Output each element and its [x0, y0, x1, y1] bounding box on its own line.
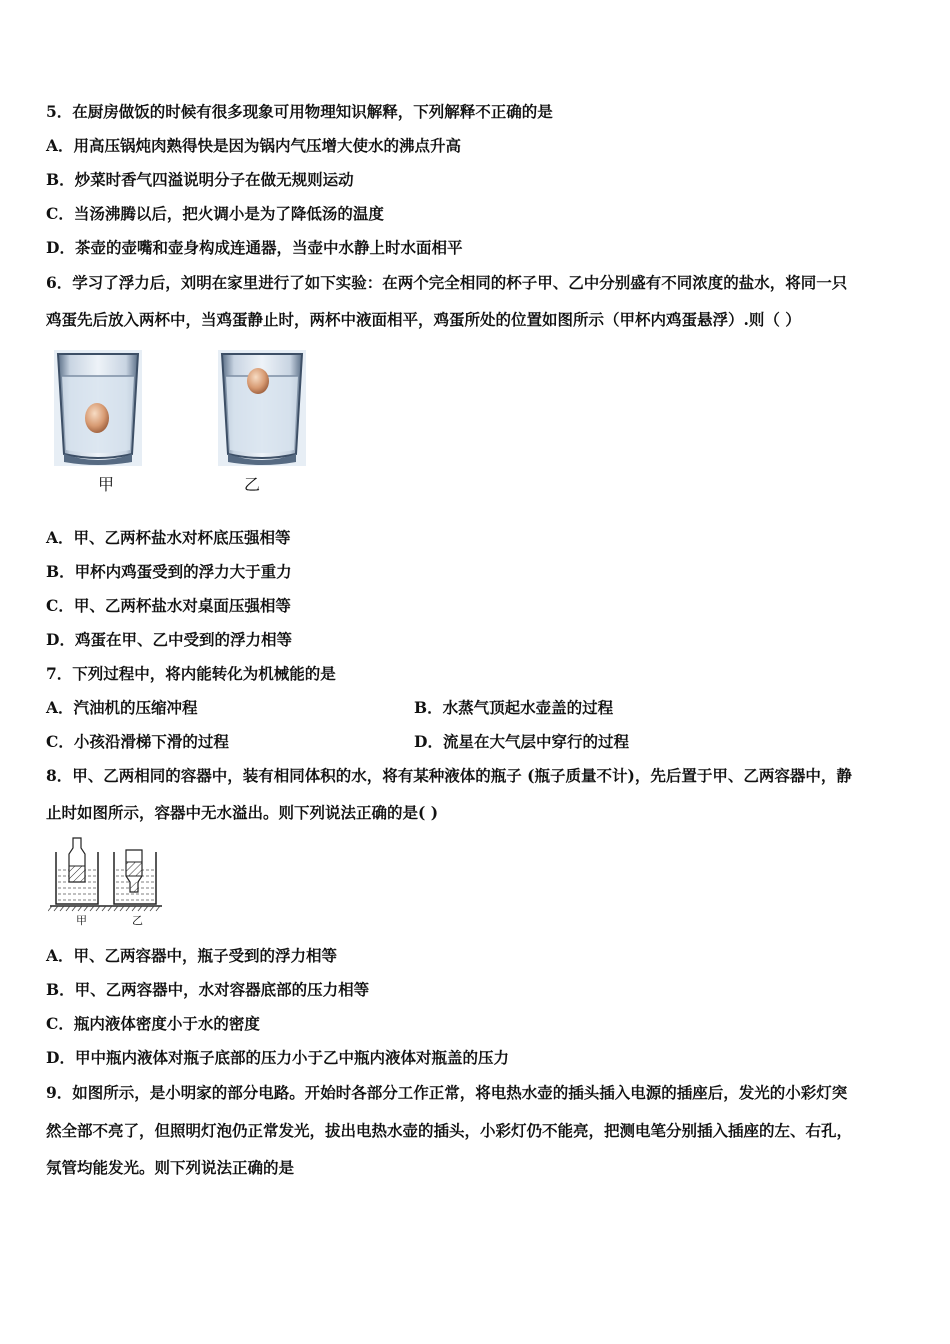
q5-option-d: D．茶壶的壶嘴和壶身构成连通器，当壶中水静上时水面相平	[46, 238, 463, 257]
q5-option-c: C．当汤沸腾以后，把火调小是为了降低汤的温度	[46, 204, 384, 223]
q8-option-b: B．甲、乙两容器中，水对容器底部的压力相等	[46, 980, 370, 999]
q8-option-c: C．瓶内液体密度小于水的密度	[46, 1014, 260, 1033]
q8-label-yi: 乙	[132, 914, 143, 927]
q6-option-a: A．甲、乙两杯盐水对杯底压强相等	[46, 528, 291, 547]
q8-option-a: A．甲、乙两容器中，瓶子受到的浮力相等	[46, 946, 338, 965]
q6-stem-line2: 鸡蛋先后放入两杯中，当鸡蛋静止时，两杯中液面相平，鸡蛋所处的位置如图所示（甲杯内鸡蛋悬浮）.则（ ）	[46, 310, 801, 329]
q5-option-b: B．炒菜时香气四溢说明分子在做无规则运动	[46, 170, 354, 189]
q5-option-a: A．用高压锅炖肉熟得快是因为锅内气压增大使水的沸点升高	[46, 136, 462, 155]
q8-stem-line1: 8．甲、乙两相同的容器中，装有相同体积的水，将有某种液体的瓶子 (瓶子质量不计)，先后置于甲、乙两容器中，静	[46, 766, 852, 785]
q6-option-b: B．甲杯内鸡蛋受到的浮力大于重力	[46, 562, 292, 581]
q8-label-jia: 甲	[76, 914, 87, 927]
q5-stem: 5．在厨房做饭的时候有很多现象可用物理知识解释，下列解释不正确的是	[46, 102, 553, 121]
q6-stem-line1: 6．学习了浮力后，刘明在家里进行了如下实验：在两个完全相同的杯子甲、乙中分别盛有不同浓度的盐水，将同一只	[46, 273, 848, 292]
q7-option-d: D．流星在大气层中穿行的过程	[414, 732, 629, 751]
q7-option-a: A．汽油机的压缩冲程	[46, 698, 198, 717]
q7-option-b: B．水蒸气顶起水壶盖的过程	[414, 698, 614, 717]
q6-option-c: C．甲、乙两杯盐水对桌面压强相等	[46, 596, 291, 615]
q6-label-yi: 乙	[244, 475, 261, 494]
q8-option-d: D．甲中瓶内液体对瓶子底部的压力小于乙中瓶内液体对瓶盖的压力	[46, 1048, 509, 1067]
q6-label-jia: 甲	[98, 475, 115, 494]
q9-stem-line1: 9．如图所示，是小明家的部分电路。开始时各部分工作正常，将电热水壶的插头插入电源的插座后，发光的小彩灯突	[46, 1083, 848, 1102]
q9-stem-line3: 氖管均能发光。则下列说法正确的是	[46, 1158, 295, 1177]
q7-stem: 7．下列过程中，将内能转化为机械能的是	[46, 664, 336, 683]
q6-option-d: D．鸡蛋在甲、乙中受到的浮力相等	[46, 630, 292, 649]
q6-cup-yi-figure	[218, 350, 306, 466]
q8-stem-line2: 止时如图所示，容器中无水溢出。则下列说法正确的是( )	[46, 803, 439, 822]
q8-containers-figure	[48, 836, 164, 928]
q7-option-c: C．小孩沿滑梯下滑的过程	[46, 732, 229, 751]
q6-cup-jia-figure	[54, 350, 142, 466]
q9-stem-line2: 然全部不亮了，但照明灯泡仍正常发光，拔出电热水壶的插头，小彩灯仍不能亮，把测电笔分别插入插座的左、右孔，	[46, 1121, 853, 1140]
